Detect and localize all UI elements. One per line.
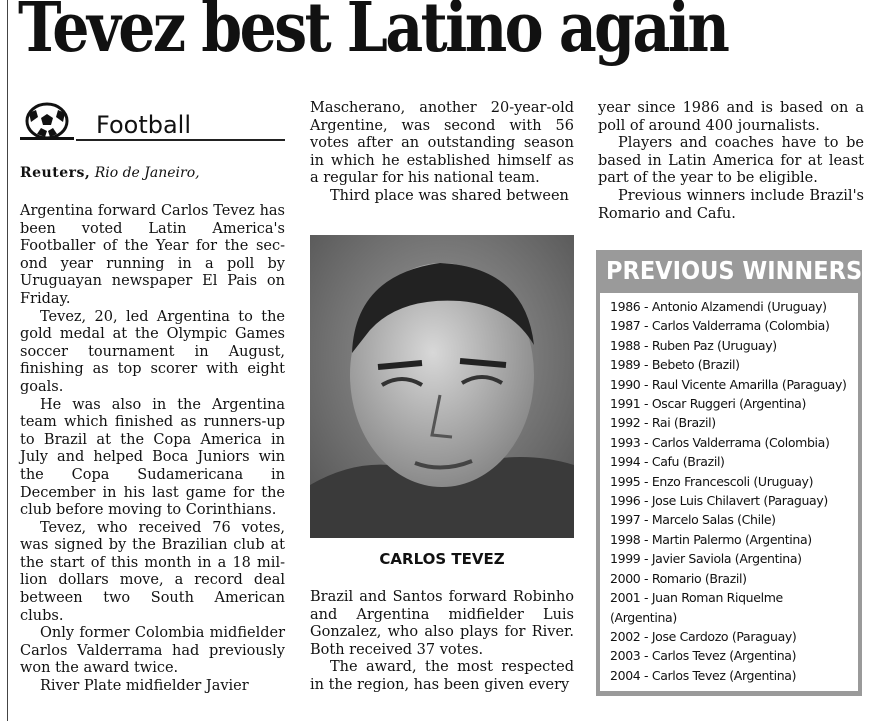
list-item: 2001 - Juan Roman Riquelme (Argentina): [610, 590, 783, 625]
paragraph: River Plate midfielder Javier: [40, 678, 249, 695]
dateline: [20, 165, 200, 181]
dateline-agency: Reuters,: [20, 165, 91, 181]
previous-winners-panel: [600, 293, 858, 691]
section-underline: [76, 139, 285, 141]
list-item: 1989 - Bebeto (Brazil): [610, 357, 740, 373]
headline: Tevez best Latino again: [18, 0, 728, 68]
list-item: 2003 - Carlos Tevez (Argentina): [610, 648, 797, 664]
list-item: 1988 - Ruben Paz (Uruguay): [610, 337, 777, 353]
paragraph: Argentina forward Carlos Tevez has been voted Latin America's Footballer of the Year for the sec-ond year running in a poll by Uruguayan newspaper El Pais on Friday.: [20, 203, 285, 307]
paragraph: The award, the most respected in the region, has been given every: [310, 659, 574, 693]
list-item: 1986 - Antonio Alzamendi (Uruguay): [610, 299, 827, 314]
list-item: 1997 - Marcelo Salas (Chile): [610, 512, 776, 528]
list-item: 2004 - Carlos Tevez (Argentina): [610, 667, 797, 683]
paragraph: Tevez, 20, led Argentina to the gold medal at the Olympic Games soccer tournament in August, finishing as top scorer with eight goals.: [20, 308, 285, 395]
paragraph: Players and coaches have to be based in Latin America for at least part of the year to be eligible.: [598, 135, 864, 187]
paragraph: He was also in the Argentina team which finished as runners-up to Brazil at the Copa America in July and helped Boca Juniors win the Copa Sudamericana in December in his last game for the club before moving to Corinthians.: [20, 396, 285, 519]
list-item: 2002 - Jose Cardozo (Paraguay): [610, 628, 797, 644]
soccer-ball-icon: [20, 101, 74, 141]
list-item: 1999 - Javier Saviola (Argentina): [610, 551, 802, 567]
previous-winners-title: PREVIOUS WINNERS: [606, 256, 863, 285]
dateline-place: Rio de Janeiro,: [94, 165, 200, 181]
paragraph: Third place was shared between: [330, 187, 569, 204]
list-item: 1994 - Cafu (Brazil): [610, 454, 725, 470]
list-item: 1995 - Enzo Francescoli (Uruguay): [610, 473, 814, 489]
section-header: [20, 99, 285, 141]
paragraph: year since 1986 and is based on a poll of around 400 journalists.: [598, 100, 864, 134]
article-column-2-top: [310, 100, 574, 206]
list-item: 1991 - Oscar Ruggeri (Argentina): [610, 396, 806, 412]
article-column-1: [20, 203, 285, 696]
list-item: 1987 - Carlos Valderrama (Colombia): [610, 318, 830, 334]
list-item: 1993 - Carlos Valderrama (Colombia): [610, 434, 830, 450]
list-item: 1998 - Martin Palermo (Argentina): [610, 531, 812, 547]
paragraph: Only former Colombia midfielder Carlos Valderrama had previously won the award twice.: [20, 625, 285, 677]
paragraph: Brazil and Santos forward Robinho and Argentina midfielder Luis Gonzalez, who also plays for River. Both received 37 votes.: [310, 589, 574, 658]
list-item: 1996 - Jose Luis Chilavert (Paraguay): [610, 493, 828, 509]
column-rule: [7, 0, 8, 721]
player-photo: [310, 235, 574, 538]
section-label: Football: [96, 111, 192, 139]
list-item: 2000 - Romario (Brazil): [610, 570, 747, 586]
paragraph: Previous winners include Brazil's Romario and Cafu.: [598, 187, 864, 222]
list-item: 1990 - Raul Vicente Amarilla (Paraguay): [610, 376, 847, 392]
photo-caption: CARLOS TEVEZ: [379, 550, 505, 568]
previous-winners-box: [596, 250, 862, 696]
paragraph: Mascherano, another 20-year-old Argentine, was second with 56 votes after an outstanding season in which he established himself as a regular for his national team.: [310, 100, 574, 187]
article-column-2-bottom: [310, 589, 574, 695]
previous-winners-list: [600, 293, 858, 685]
article-column-3: [598, 100, 864, 223]
list-item: 1992 - Rai (Brazil): [610, 415, 716, 431]
paragraph: Tevez, who received 76 votes, was signed by the Brazilian club at the start of this month in a 18 mil-lion dollars move, a record deal between two South American clubs.: [20, 519, 285, 624]
